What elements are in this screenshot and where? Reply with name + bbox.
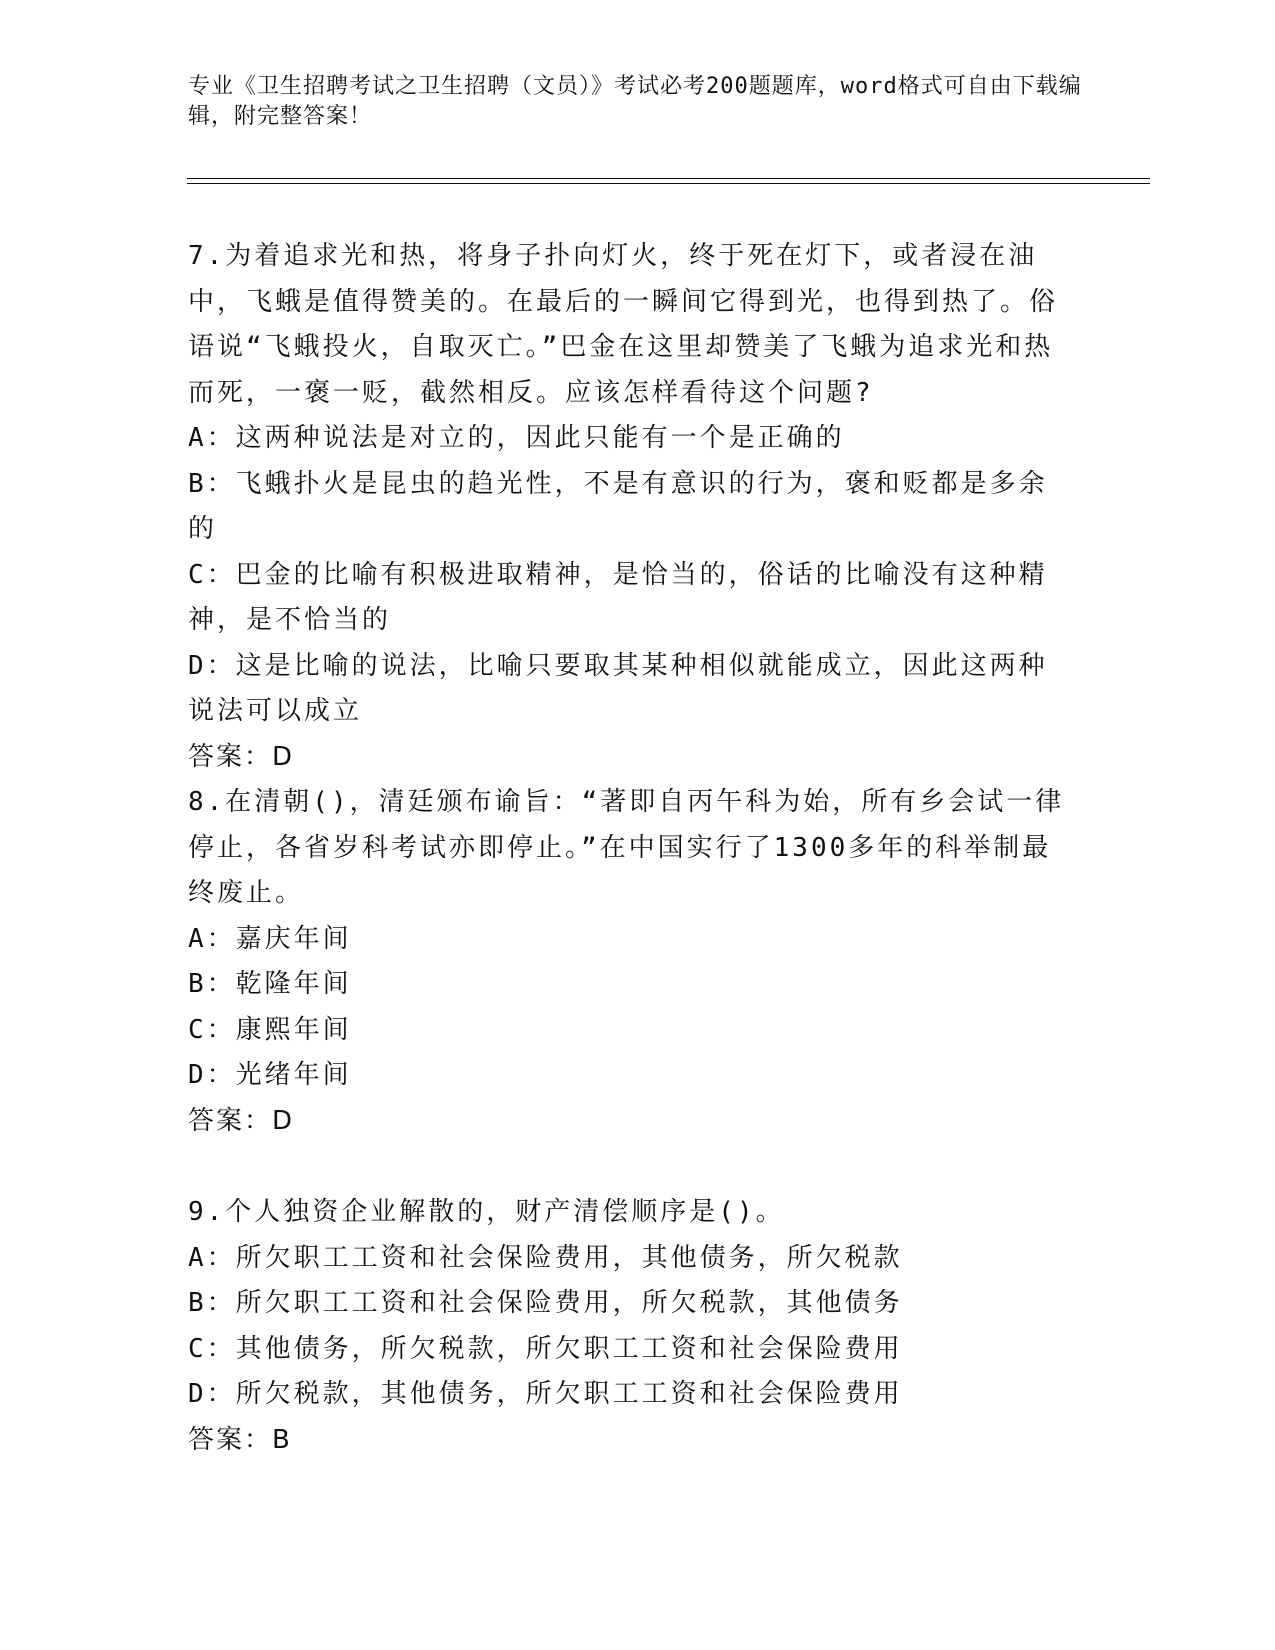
answer: 答案：D: [188, 1105, 295, 1136]
document-header: [188, 72, 1088, 132]
option-b: B：飞蛾扑火是昆虫的趋光性，不是有意识的行为，褒和贬都是多余的: [188, 468, 1048, 544]
option-a: A：这两种说法是对立的，因此只能有一个是正确的: [188, 423, 845, 453]
option-d: D：这是比喻的说法，比喻只要取其某种相似就能成立，因此这两种说法可以成立: [188, 650, 1048, 726]
question-stem: 7.为着追求光和热，将身子扑向灯火，终于死在灯下，或者浸在油中，飞蛾是值得赞美的。在最后的一瞬间它得到光，也得到热了。俗语说“飞蛾投火，自取灭亡。”巴金在这里却赞美了飞蛾为追求光和热而死，一褒一贬，截然相反。应该怎样看待这个问题?: [188, 241, 1059, 408]
header-text: 专业《卫生招聘考试之卫生招聘（文员）》考试必考200题题库，word格式可自由下载编辑，附完整答案！: [188, 74, 1082, 129]
question-stem: 9.个人独资企业解散的，财产清偿顺序是()。: [188, 1197, 785, 1227]
question-8: [188, 780, 1073, 1144]
header-rule-bottom: [187, 183, 1150, 184]
option-d: D：所欠税款，其他债务，所欠职工工资和社会保险费用: [188, 1379, 903, 1409]
option-a: A：所欠职工工资和社会保险费用，其他债务，所欠税款: [188, 1242, 903, 1273]
option-c: C：康熙年间: [188, 1014, 352, 1045]
option-c: C：其他债务，所欠税款，所欠职工工资和社会保险费用: [188, 1333, 903, 1364]
answer: 答案：B: [188, 1424, 292, 1455]
option-a: A：嘉庆年间: [188, 923, 352, 954]
question-9: [188, 1190, 1073, 1463]
answer: 答案：D: [188, 741, 295, 772]
option-c: C：巴金的比喻有积极进取精神，是恰当的，俗话的比喻没有这种精神，是不恰当的: [188, 559, 1048, 635]
option-b: B：所欠职工工资和社会保险费用，所欠税款，其他债务: [188, 1288, 903, 1318]
header-rule-top: [187, 178, 1150, 179]
option-b: B：乾隆年间: [188, 969, 352, 999]
question-7: [188, 234, 1073, 780]
option-d: D：光绪年间: [188, 1060, 352, 1090]
question-stem: 8.在清朝()，清廷颁布谕旨：“著即自丙午科为始，所有乡会试一律停止，各省岁科考试亦即停止。”在中国实行了1300多年的科举制最终废止。: [188, 787, 1065, 908]
